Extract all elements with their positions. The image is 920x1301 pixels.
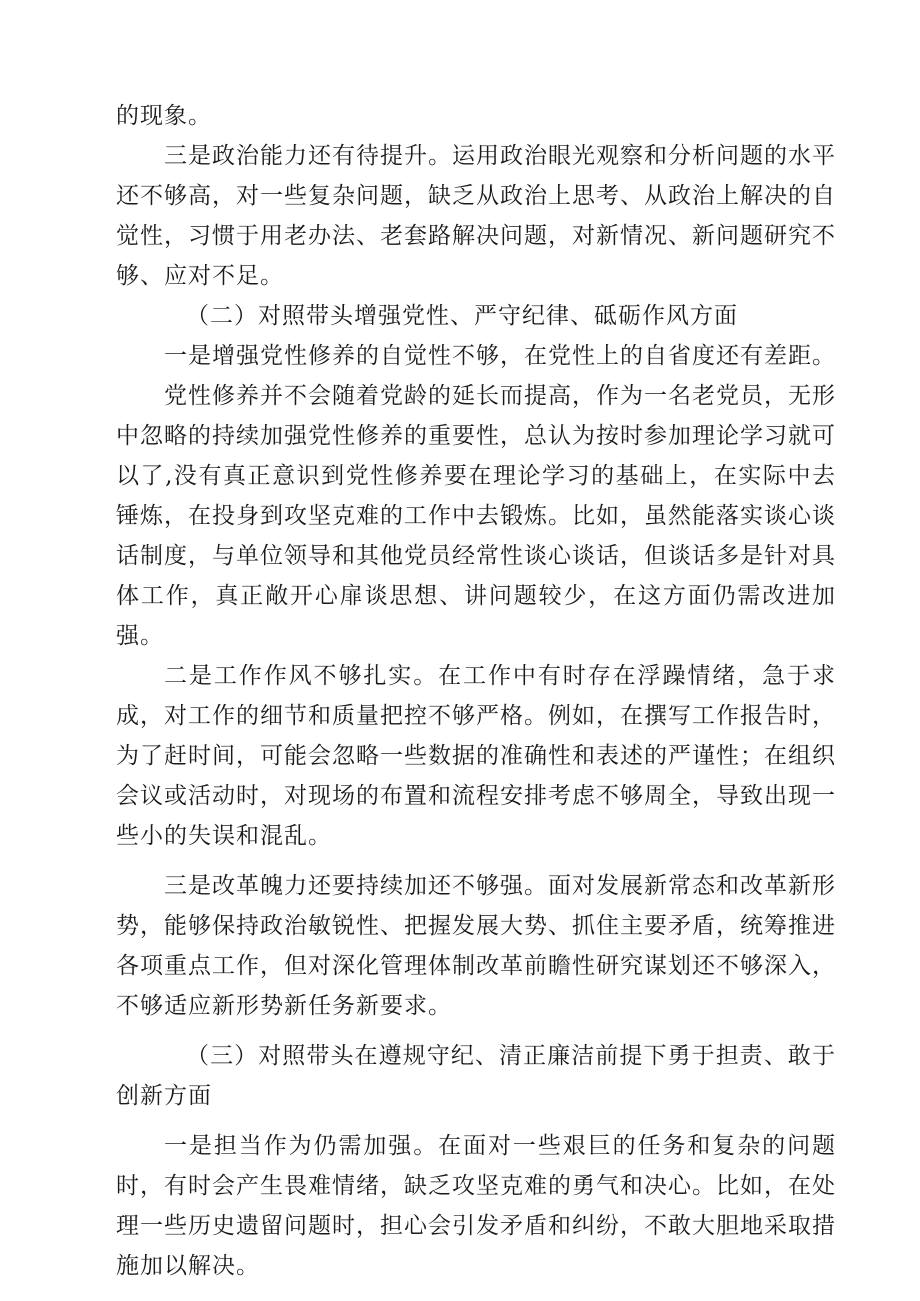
paragraph-work-style: 二是工作作风不够扎实。在工作中有时存在浮躁情绪，急于求成，对工作的细节和质量把控不够严格。例如，在撰写工作报告时，为了赶时间，可能会忽略一些数据的准确性和表述的严谨性；在组织会议或活动时，对现场的布置和流程安排考虑不够周全，导致出现一些小的失误和混乱。 (116, 663, 836, 849)
document-body (116, 96, 836, 1286)
paragraph-responsibility: 一是担当作为仍需加强。在面对一些艰巨的任务和复杂的问题时，有时会产生畏难情绪，缺乏攻坚克难的勇气和决心。比如，在处理一些历史遗留问题时，担心会引发矛盾和纠纷，不敢大胆地采取措施加以解决。 (116, 1133, 836, 1279)
paragraph-party-spirit-summary: 一是增强党性修养的自觉性不够，在党性上的自省度还有差距。 (164, 343, 836, 369)
section-heading-2: （二）对照带头增强党性、严守纪律、砥砺作风方面 (186, 303, 738, 329)
paragraph-party-spirit-detail: 党性修养并不会随着党龄的延长而提高，作为一名老党员，无形中忽略的持续加强党性修养的重要性，总认为按时参加理论学习就可以了,没有真正意识到党性修养要在理论学习的基础上，在实际中去锤炼，在投身到攻坚克难的工作中去锻炼。比如，虽然能落实谈心谈话制度，与单位领导和其他党员经常性谈心谈话，但谈话多是针对具体工作，真正敞开心扉谈思想、讲问题较少，在这方面仍需改进加强。 (116, 383, 836, 649)
paragraph-continuation: 的现象。 (116, 103, 212, 129)
paragraph-reform-courage: 三是改革魄力还要持续加还不够强。面对发展新常态和改革新形势，能够保持政治敏锐性、把握发展大势、抓住主要矛盾，统筹推进各项重点工作，但对深化管理体制改革前瞻性研究谋划还不够深入，不够适应新形势新任务新要求。 (116, 873, 836, 1019)
paragraph-political-ability: 三是政治能力还有待提升。运用政治眼光观察和分析问题的水平还不够高，对一些复杂问题，缺乏从政治上思考、从政治上解决的自觉性，习惯于用老办法、老套路解决问题，对新情况、新问题研究不够、应对不足。 (116, 143, 836, 289)
section-heading-3: （三）对照带头在遵规守纪、清正廉洁前提下勇于担责、敢于创新方面 (116, 1043, 836, 1109)
